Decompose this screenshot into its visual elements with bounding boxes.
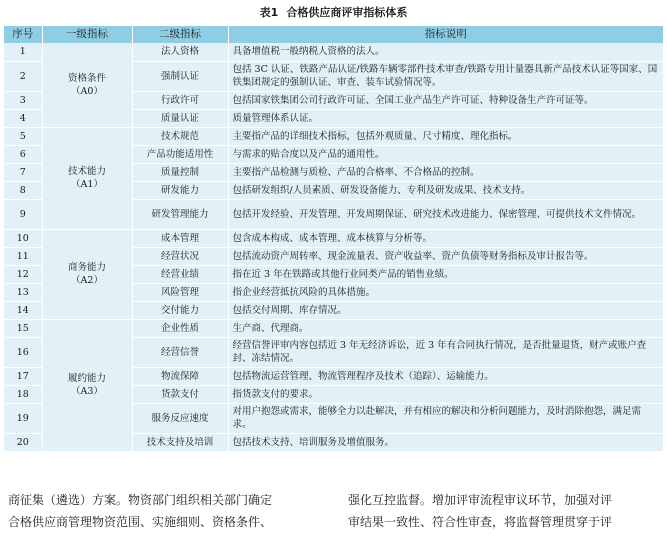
row-level2: 物流保障 [132, 367, 228, 385]
table-row [4, 127, 663, 145]
row-description: 包括 3C 认证、铁路产品认证/铁路车辆零部件技术审查/铁路专用计量器具新产品技术认证等国家、国铁集团规定的强制认证、审查、装车试验情况等。 [228, 61, 663, 91]
row-no: 11 [4, 247, 42, 265]
body-line: 合格供应商管理物资范围、实施细则、资格条件、 [8, 515, 273, 529]
row-description: 指货款支付的要求。 [228, 385, 663, 403]
row-description: 具备增值税一般纳税人资格的法人。 [228, 43, 663, 61]
row-level2: 服务反应速度 [132, 403, 228, 433]
row-level2: 风险管理 [132, 283, 228, 301]
row-no: 7 [4, 163, 42, 181]
caption-title: 合格供应商评审指标体系 [286, 6, 408, 19]
row-description: 包括开发经验、开发管理、开发周期保证、研究技术改进能力、保密管理、可提供技术文件情况。 [228, 199, 663, 229]
row-description: 包括国家铁集团公司行政许可证、全国工业产品生产许可证、特种设备生产许可证等。 [228, 91, 663, 109]
table-caption [0, 4, 667, 22]
evaluation-index-table [4, 26, 663, 452]
row-description: 包括交付周期、库存情况。 [228, 301, 663, 319]
row-description: 指企业经营抵抗风险的具体措施。 [228, 283, 663, 301]
row-level2: 经营状况 [132, 247, 228, 265]
row-no: 18 [4, 385, 42, 403]
row-no: 3 [4, 91, 42, 109]
row-no: 1 [4, 43, 42, 61]
level1-code: （A3） [71, 386, 103, 397]
row-description: 包括流动资产周转率、现金流量表、资产收益率、资产负债等财务指标及审计报告等。 [228, 247, 663, 265]
row-level2: 企业性质 [132, 319, 228, 337]
body-text-left-column [8, 489, 328, 533]
table-row [4, 229, 663, 247]
row-level2: 法人资格 [132, 43, 228, 61]
row-description: 指在近 3 年在铁路或其他行业同类产品的销售业绩。 [228, 265, 663, 283]
row-level2: 经营业绩 [132, 265, 228, 283]
row-no: 9 [4, 199, 42, 229]
row-description: 经营信誉评审内容包括近 3 年无经济诉讼，近 3 年有合同执行情况，是否批量退货，财产或账户查封、冻结情况。 [228, 337, 663, 367]
level1-code: （A2） [71, 275, 103, 286]
row-no: 20 [4, 433, 42, 451]
row-level2: 质量控制 [132, 163, 228, 181]
row-description: 主要指产品检测与质检、产品的合格率、不合格品的控制。 [228, 163, 663, 181]
level1-commercial [42, 229, 132, 319]
level1-name: 资格条件 [67, 72, 106, 84]
row-level2: 货款支付 [132, 385, 228, 403]
header-level2: 二级指标 [132, 26, 228, 43]
level1-technical [42, 127, 132, 229]
row-no: 13 [4, 283, 42, 301]
row-level2: 成本管理 [132, 229, 228, 247]
row-no: 4 [4, 109, 42, 127]
row-level2: 交付能力 [132, 301, 228, 319]
level1-code: （A0） [71, 85, 103, 97]
row-level2: 质量认证 [132, 109, 228, 127]
row-description: 生产商、代理商。 [228, 319, 663, 337]
body-text-right-column [348, 489, 663, 533]
row-description: 主要指产品的详细技术指标，包括外观质量、尺寸精度、理化指标。 [228, 127, 663, 145]
level1-name: 商务能力 [67, 262, 106, 273]
row-description: 包含成本构成、成本管理、成本核算与分析等。 [228, 229, 663, 247]
level1-qualification [42, 43, 132, 127]
row-level2: 研发能力 [132, 181, 228, 199]
row-no: 5 [4, 127, 42, 145]
row-level2: 行政许可 [132, 91, 228, 109]
table-row [4, 43, 663, 61]
row-no: 2 [4, 61, 42, 91]
row-no: 16 [4, 337, 42, 367]
row-level2: 产品功能适用性 [132, 145, 228, 163]
header-description: 指标说明 [228, 26, 663, 43]
table-row [4, 319, 663, 337]
header-no: 序号 [4, 26, 42, 43]
row-level2: 强制认证 [132, 61, 228, 91]
body-line: 商征集（遴选）方案。物资部门组织相关部门确定 [8, 493, 273, 507]
row-description: 包括研发组织/人员素质、研发设备能力、专利及研发成果、技术支持。 [228, 181, 663, 199]
row-level2: 技术支持及培训 [132, 433, 228, 451]
row-description: 包括技术支持、培训服务及增值服务。 [228, 433, 663, 451]
body-text [4, 489, 663, 535]
row-no: 15 [4, 319, 42, 337]
row-no: 8 [4, 181, 42, 199]
row-level2: 技术规范 [132, 127, 228, 145]
table-header-row [4, 26, 663, 43]
row-description: 对用户抱怨或需求，能够全力以赴解决，并有相应的解决和分析问题能力，及时消除抱怨，满足需求。 [228, 403, 663, 433]
body-line: 审结果一致性、符合性审查，将监督管理贯穿于评 [348, 515, 613, 529]
body-line: 强化互控监督。增加评审流程审议环节，加强对评 [348, 493, 613, 507]
level1-name: 履约能力 [67, 373, 106, 384]
level1-performance [42, 319, 132, 451]
header-level1: 一级指标 [42, 26, 132, 43]
row-description: 与需求的贴合度以及产品的通用性。 [228, 145, 663, 163]
level1-code: （A1） [71, 179, 103, 190]
caption-label: 表1 [259, 6, 279, 19]
row-no: 10 [4, 229, 42, 247]
row-no: 19 [4, 403, 42, 433]
level1-name: 技术能力 [67, 166, 106, 177]
row-no: 14 [4, 301, 42, 319]
row-no: 6 [4, 145, 42, 163]
row-description: 包括物流运营管理、物流管理程序及技术（追踪）、运输能力。 [228, 367, 663, 385]
row-level2: 研发管理能力 [132, 199, 228, 229]
row-no: 17 [4, 367, 42, 385]
row-no: 12 [4, 265, 42, 283]
row-level2: 经营信誉 [132, 337, 228, 367]
row-description: 质量管理体系认证。 [228, 109, 663, 127]
